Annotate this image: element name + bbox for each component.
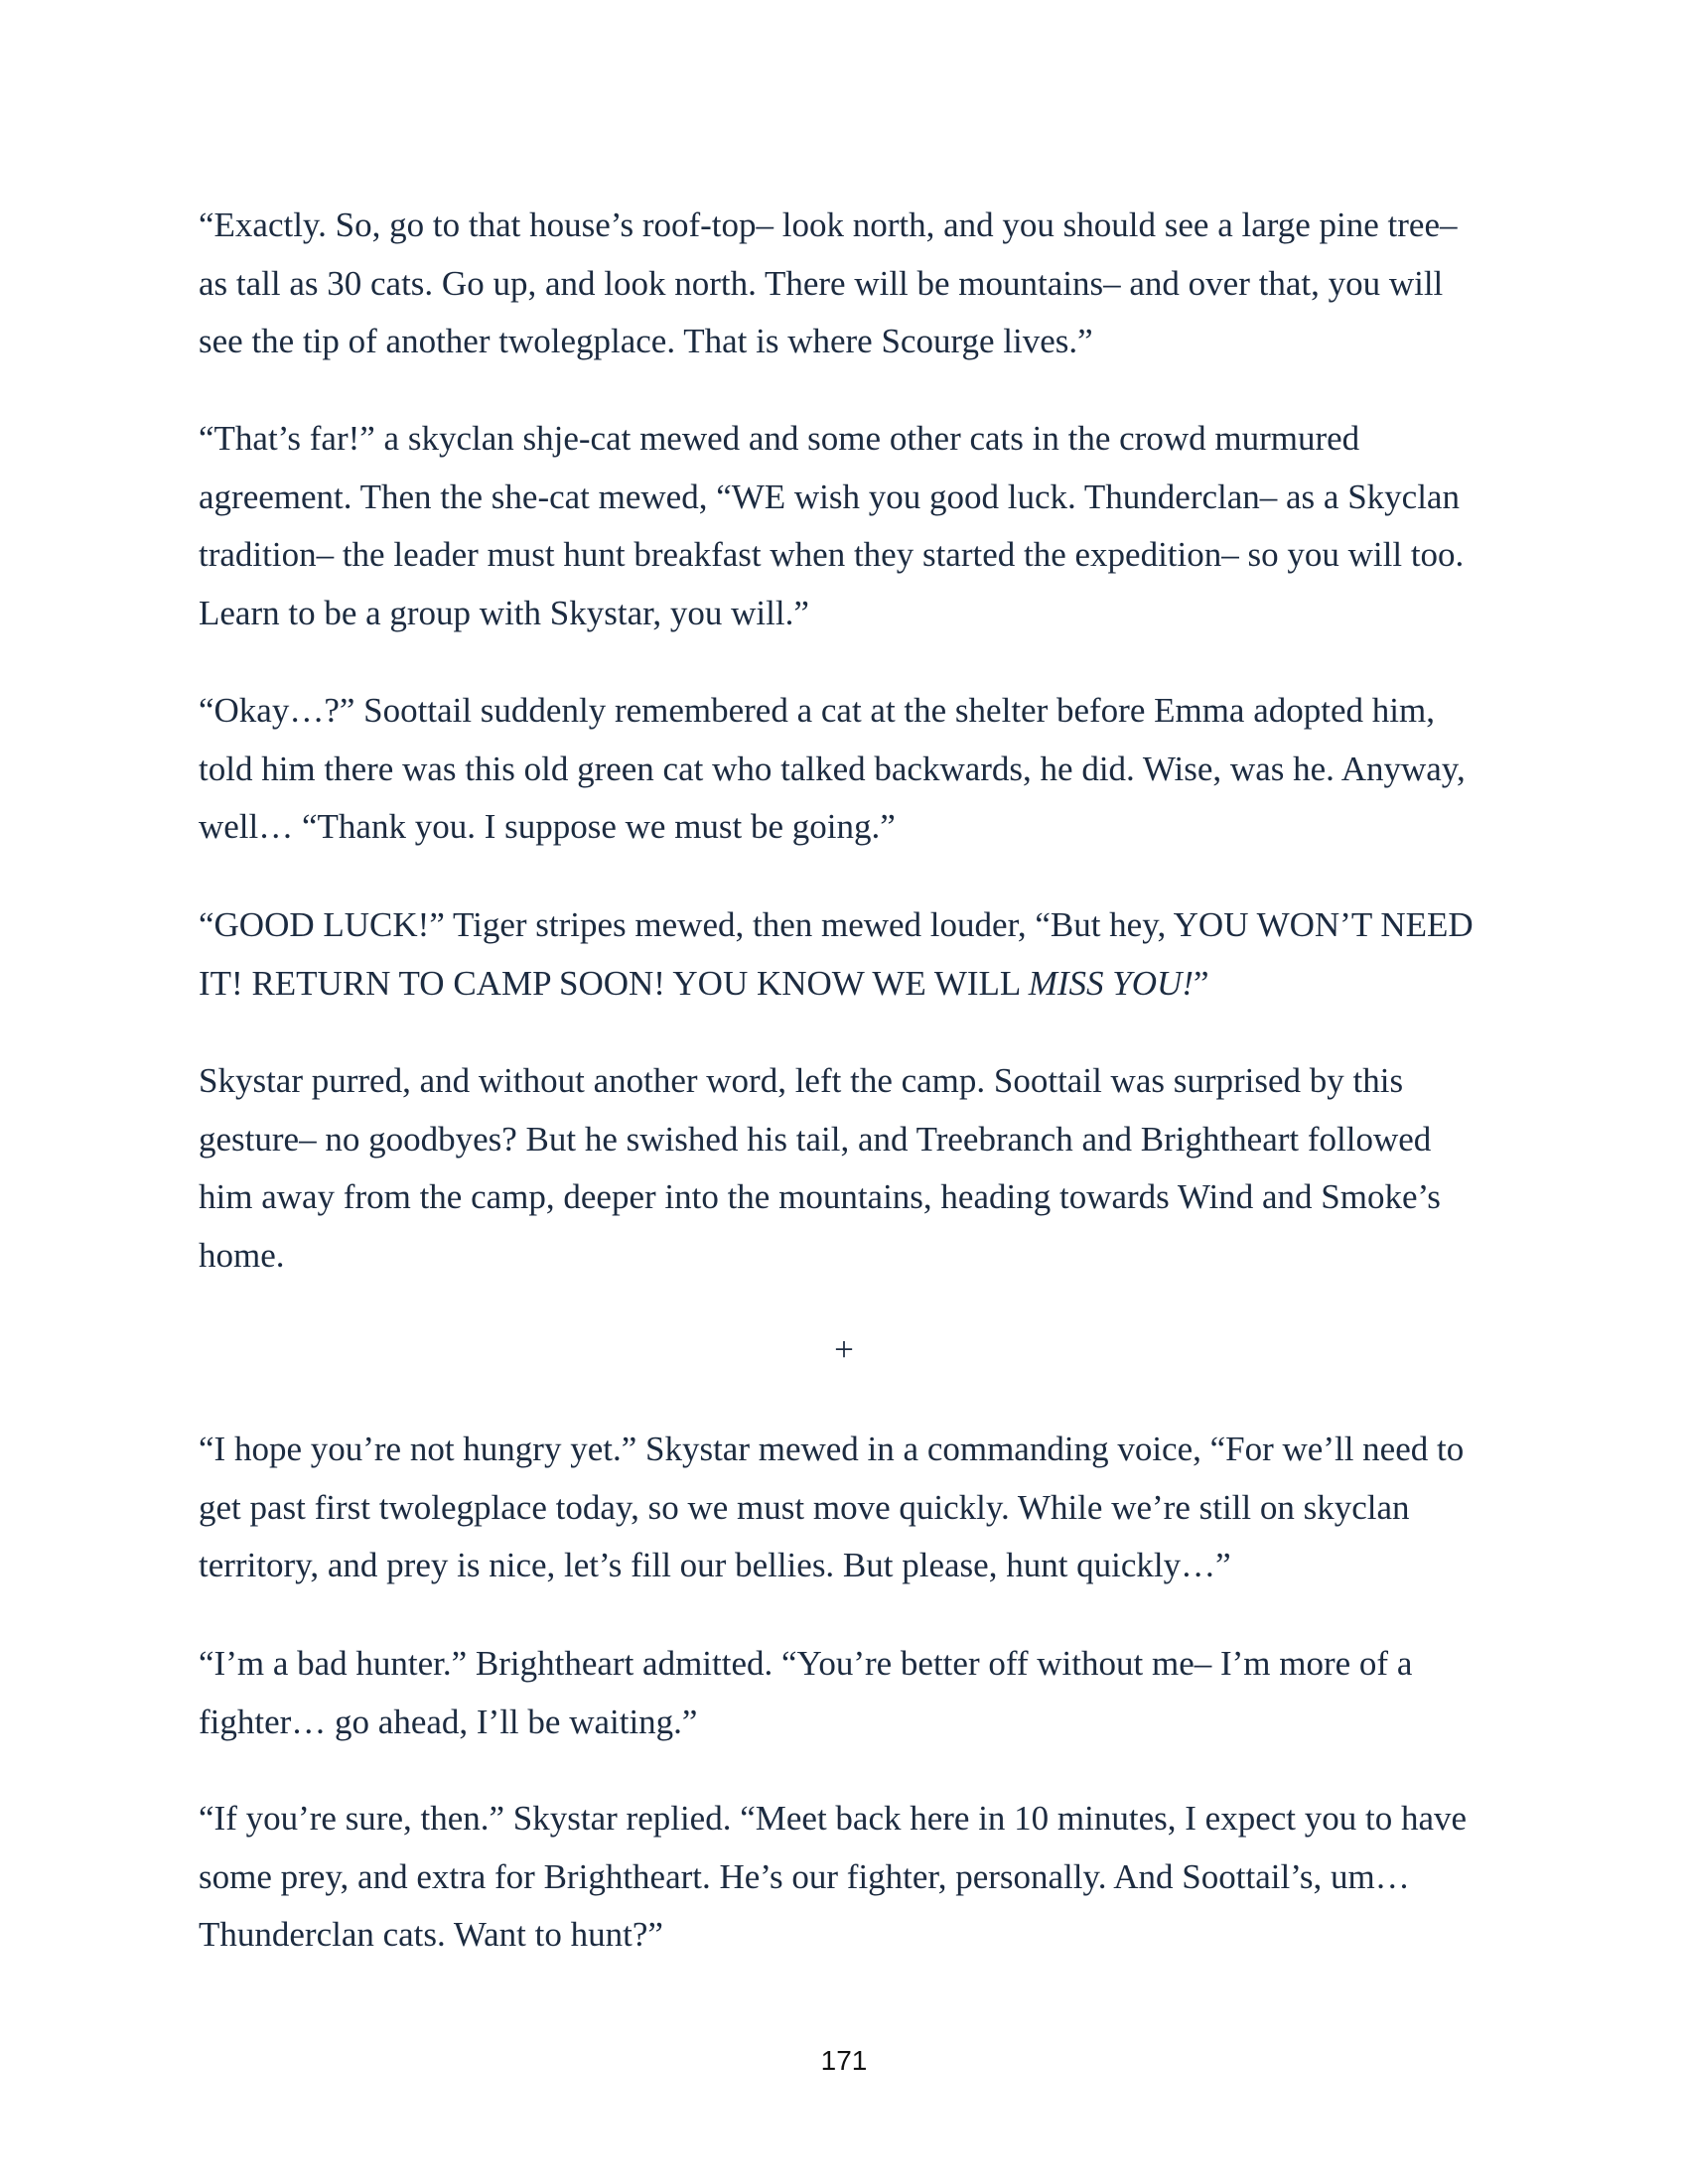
paragraph: Skystar purred, and without another word, left the camp. Soottail was surprised by this gesture– no goodbyes? But he swished his tail, and Treebranch and Brightheart followed him away from the camp, deeper into the mountains, heading towards Wind and Smoke’s home. [199, 1061, 1441, 1275]
paragraph-with-italic [199, 896, 1489, 1013]
page-number: 171 [820, 2045, 868, 2076]
paragraph: “I hope you’re not hungry yet.” Skystar mewed in a commanding voice, “For we’ll need to get past first twolegplace today, so we must move quickly. While we’re still on skyclan territory, and prey is nice, let’s fill our bellies. But please, hunt quickly…” [199, 1430, 1465, 1584]
paragraph-text: ” [1193, 963, 1209, 1003]
italic-emphasis: MISS YOU! [1028, 963, 1194, 1003]
paragraph: “If you’re sure, then.” Skystar replied. “Meet back here in 10 minutes, I expect you to have some prey, and extra for Brightheart. He’s our fighter, personally. And Soottail’s, um… Thunderclan cats. Want to hunt?” [199, 1799, 1468, 1954]
paragraph: “That’s far!” a skyclan shje-cat mewed and some other cats in the crowd murmured agreement. Then the she-cat mewed, “WE wish you good luck. Thunderclan– as a Skyclan tradition– the leader must hunt breakfast when they started the expedition– so you will too. Learn to be a group with Skystar, you will.” [199, 419, 1465, 632]
paragraph: “I’m a bad hunter.” Brightheart admitted. “You’re better off without me– I’m more of a fighter… go ahead, I’ll be waiting.” [199, 1644, 1413, 1741]
paragraph-text: “GOOD LUCK!” Tiger stripes mewed, then mewed louder, “But hey, YOU WON’T NEED IT! RETURN TO CAMP SOON! YOU KNOW WE WILL [199, 905, 1474, 1003]
paragraph: “Okay…?” Soottail suddenly remembered a cat at the shelter before Emma adopted him, told him there was this old green cat who talked backwards, he did. Wise, was he. Anyway, well… “Thank you. I suppose we must be going.” [199, 691, 1466, 846]
scene-break: + [834, 1330, 854, 1369]
paragraph: “Exactly. So, go to that house’s roof-top– look north, and you should see a large pine tree– as tall as 30 cats. Go up, and look north. There will be mountains– and over that, you will see the tip of another twolegplace. That is where Scourge lives.” [199, 205, 1458, 360]
